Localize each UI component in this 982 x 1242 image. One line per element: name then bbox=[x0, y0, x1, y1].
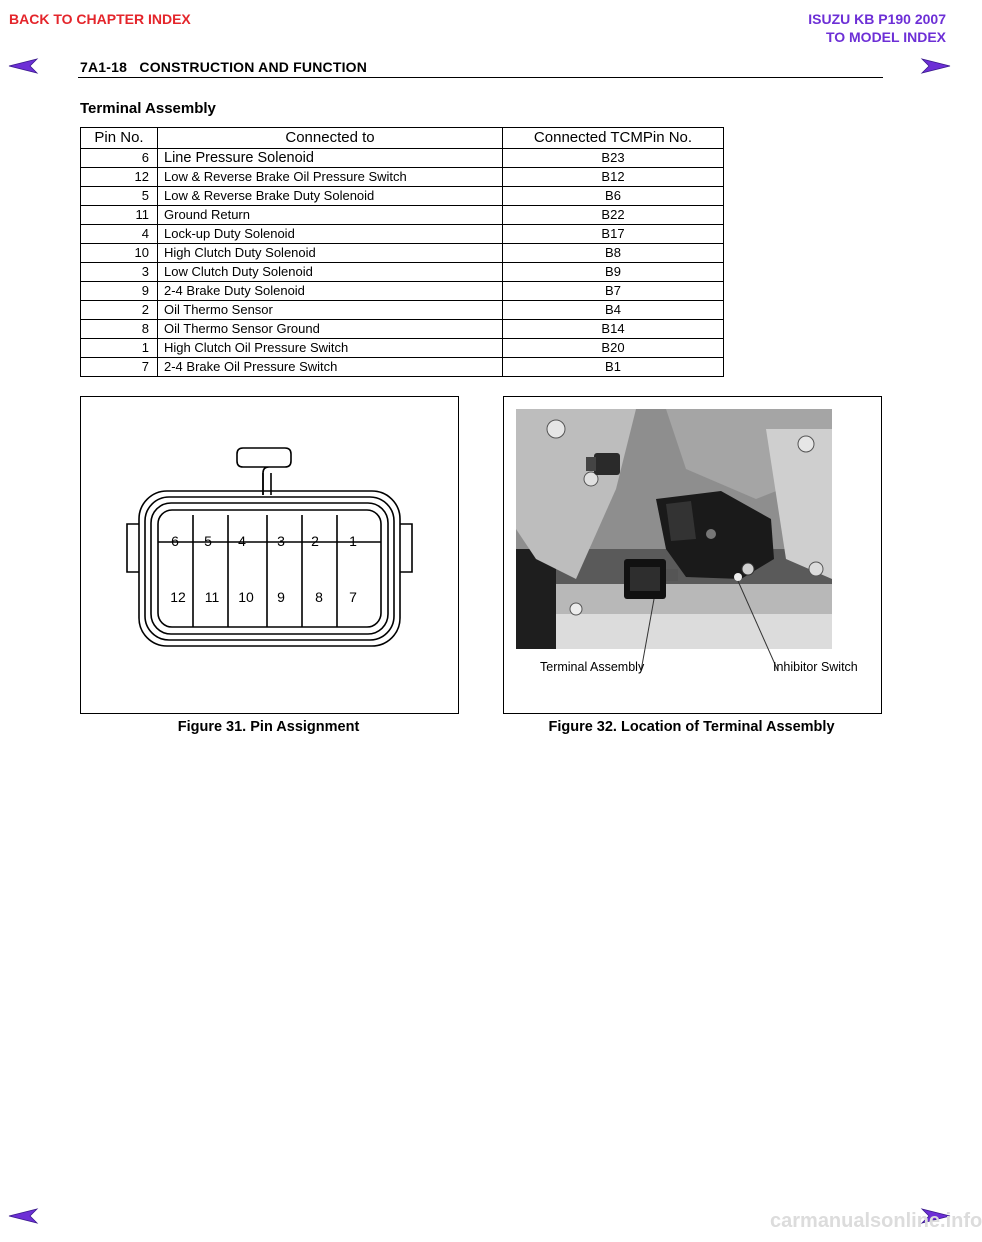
inhibitor-switch-label: Inhibitor Switch bbox=[773, 660, 858, 674]
tcm-pin-cell: B17 bbox=[503, 225, 724, 244]
pin-number-cell: 1 bbox=[81, 339, 158, 358]
table-row bbox=[81, 244, 724, 263]
pin-label-bottom: 12 bbox=[170, 589, 186, 605]
pin-label-bottom: 8 bbox=[315, 589, 323, 605]
table-row bbox=[81, 358, 724, 377]
pin-number-cell: 8 bbox=[81, 320, 158, 339]
table-row bbox=[81, 339, 724, 358]
tcm-pin-cell: B4 bbox=[503, 301, 724, 320]
table-row bbox=[81, 168, 724, 187]
pin-number-cell: 2 bbox=[81, 301, 158, 320]
pin-label-bottom: 9 bbox=[277, 589, 285, 605]
terminal-assembly-photo bbox=[516, 409, 832, 649]
connected-to-cell: Line Pressure Solenoid bbox=[158, 149, 503, 168]
pin-number-cell: 7 bbox=[81, 358, 158, 377]
pin-number-cell: 3 bbox=[81, 263, 158, 282]
model-title-link[interactable]: ISUZU KB P190 2007 bbox=[808, 11, 946, 27]
tcm-pin-cell: B12 bbox=[503, 168, 724, 187]
tcm-pin-cell: B7 bbox=[503, 282, 724, 301]
figure-32-box bbox=[503, 396, 882, 714]
pin-label-top: 1 bbox=[349, 533, 357, 549]
previous-page-bottom-arrow-icon[interactable] bbox=[8, 1208, 38, 1224]
connected-to-cell: Oil Thermo Sensor Ground bbox=[158, 320, 503, 339]
table-row bbox=[81, 149, 724, 168]
pin-number-cell: 4 bbox=[81, 225, 158, 244]
tcm-pin-cell: B14 bbox=[503, 320, 724, 339]
connected-to-cell: Lock-up Duty Solenoid bbox=[158, 225, 503, 244]
table-row bbox=[81, 301, 724, 320]
connected-to-cell: High Clutch Duty Solenoid bbox=[158, 244, 503, 263]
pin-number-cell: 6 bbox=[81, 149, 158, 168]
connector-pin-diagram bbox=[81, 397, 458, 713]
tcm-pin-cell: B22 bbox=[503, 206, 724, 225]
table-row bbox=[81, 225, 724, 244]
terminal-assembly-label: Terminal Assembly bbox=[540, 660, 645, 674]
column-header-pin: Pin No. bbox=[81, 128, 158, 149]
table-row bbox=[81, 206, 724, 225]
tcm-pin-cell: B1 bbox=[503, 358, 724, 377]
tcm-pin-cell: B8 bbox=[503, 244, 724, 263]
watermark-text: carmanualsonline.info bbox=[770, 1210, 982, 1232]
connected-to-cell: Low & Reverse Brake Duty Solenoid bbox=[158, 187, 503, 206]
table-row bbox=[81, 320, 724, 339]
pin-table bbox=[80, 127, 724, 377]
table-header-row bbox=[81, 128, 724, 149]
pin-label-top: 3 bbox=[277, 533, 285, 549]
figure-31-caption: Figure 31. Pin Assignment bbox=[177, 719, 360, 735]
pin-label-bottom: 11 bbox=[204, 589, 220, 605]
to-model-index-link[interactable]: TO MODEL INDEX bbox=[825, 29, 946, 45]
pin-label-bottom: 7 bbox=[349, 589, 357, 605]
pin-label-top: 6 bbox=[171, 533, 179, 549]
previous-page-arrow-icon[interactable] bbox=[8, 58, 38, 74]
connected-to-cell: 2-4 Brake Oil Pressure Switch bbox=[158, 358, 503, 377]
connected-to-cell: Ground Return bbox=[158, 206, 503, 225]
pin-number-cell: 10 bbox=[81, 244, 158, 263]
column-header-connected-to: Connected to bbox=[158, 128, 503, 149]
pin-label-bottom: 10 bbox=[238, 589, 254, 605]
table-row bbox=[81, 187, 724, 206]
pin-number-cell: 5 bbox=[81, 187, 158, 206]
pin-number-cell: 9 bbox=[81, 282, 158, 301]
table-row bbox=[81, 263, 724, 282]
connected-to-cell: Oil Thermo Sensor bbox=[158, 301, 503, 320]
tcm-pin-cell: B9 bbox=[503, 263, 724, 282]
connected-to-cell: Low & Reverse Brake Oil Pressure Switch bbox=[158, 168, 503, 187]
table-row bbox=[81, 282, 724, 301]
column-header-tcm-pin: Connected TCMPin No. bbox=[503, 128, 724, 149]
connected-to-cell: Low Clutch Duty Solenoid bbox=[158, 263, 503, 282]
pin-label-top: 5 bbox=[204, 533, 212, 549]
pin-label-top: 2 bbox=[311, 533, 319, 549]
pin-number-cell: 11 bbox=[81, 206, 158, 225]
back-to-chapter-index-link[interactable]: BACK TO CHAPTER INDEX bbox=[9, 11, 191, 27]
page-header-title: 7A1-18 CONSTRUCTION AND FUNCTION bbox=[80, 59, 368, 75]
tcm-pin-cell: B23 bbox=[503, 149, 724, 168]
header-rule bbox=[78, 77, 883, 78]
connected-to-cell: 2-4 Brake Duty Solenoid bbox=[158, 282, 503, 301]
tcm-pin-cell: B20 bbox=[503, 339, 724, 358]
pin-number-cell: 12 bbox=[81, 168, 158, 187]
tcm-pin-cell: B6 bbox=[503, 187, 724, 206]
section-title: Terminal Assembly bbox=[80, 100, 216, 117]
pin-label-top: 4 bbox=[238, 533, 246, 549]
connected-to-cell: High Clutch Oil Pressure Switch bbox=[158, 339, 503, 358]
figure-32-caption: Figure 32. Location of Terminal Assembly bbox=[548, 719, 835, 735]
next-page-arrow-icon[interactable] bbox=[921, 58, 951, 74]
figure-31-box bbox=[80, 396, 459, 714]
